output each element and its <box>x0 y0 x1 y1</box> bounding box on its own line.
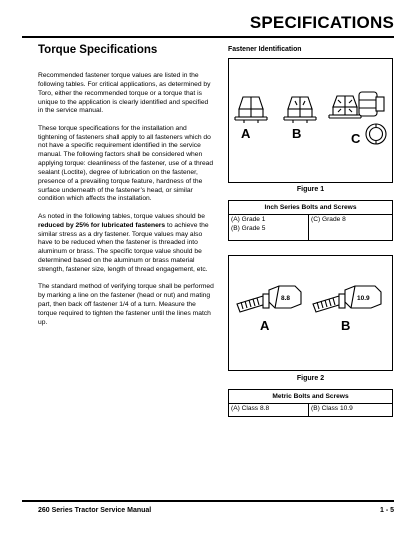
fastener-identification-heading: Fastener Identification <box>228 46 302 53</box>
class-8-8-cell: (A) Class 8.8 <box>231 405 270 412</box>
class-10-9-cell: (B) Class 10.9 <box>311 405 353 412</box>
right-column <box>228 44 394 53</box>
paragraph-3-bold: reduced by 25% for lubricated fasteners <box>38 221 166 229</box>
inch-series-col-1 <box>229 215 309 241</box>
metric-series-col-1 <box>229 404 309 417</box>
bolt-b-drawing <box>284 97 316 123</box>
class-8-8-marking: 8.8 <box>281 295 291 302</box>
metric-bolt-b-drawing <box>313 286 381 312</box>
paragraph-3-start: As noted in the following tables, torque values should be <box>38 212 205 220</box>
footer-rule <box>22 500 394 502</box>
paragraph-1: Recommended fastener torque values are listed in the following tables. For critical applications, as determined by Toro, either the recommended torque or a torque that is unique to the application is clearly identified and specified in the service manual. <box>38 72 211 115</box>
inch-series-table-row <box>229 215 392 241</box>
metric-series-col-2 <box>309 404 392 417</box>
metric-series-table <box>228 389 393 417</box>
section-title: Torque Specifications <box>38 44 158 56</box>
figure-2-illustration <box>229 256 392 370</box>
inch-series-table-title: Inch Series Bolts and Screws <box>229 201 392 215</box>
figure-2-label-b: B <box>341 318 351 333</box>
page-header-title: SPECIFICATIONS <box>249 13 394 32</box>
inch-series-col-2 <box>309 215 392 241</box>
figure-1-label-b: B <box>292 126 302 141</box>
class-10-9-marking: 10.9 <box>357 295 370 302</box>
grade-1-cell: (A) Grade 1 <box>231 216 266 223</box>
metric-bolt-a-drawing <box>237 286 301 312</box>
paragraph-4: The standard method of verifying torque shall be performed by marking a line on the fastener (head or nut) and mating part, then back off fastener 1/4 of a turn. Measure the torque required to tighten the fastener until the lines match up. <box>38 283 214 326</box>
figure-2-label-a: A <box>260 318 270 333</box>
figure-1-label-c: C <box>351 131 361 146</box>
paragraph-3-end: to achieve the similar stress as a dry fastener. Torque values may also have to be reduced when the fastener is threaded into aluminum or brass. The specific torque value should be determined based on the aluminum or brass material strength, fastener size, length of thread engagement, etc. <box>38 221 209 273</box>
paragraph-2: These torque specifications for the installation and tightening of fasteners shall apply to all fasteners which do not have a specific requirement identified in the service manual. The following factors shall be considered when applying torque: cleanliness of the fastener, use of a thread sealant (Loctite), degree of lubrication on the fastener, presence of a prevailing torque feature, hardness of the surface underneath of the fastener’s head, or similar condition which affects the installation. <box>38 124 214 203</box>
header-rule <box>22 36 394 38</box>
metric-series-table-title: Metric Bolts and Screws <box>229 390 392 404</box>
figure-1-box <box>228 58 393 183</box>
footer-manual-title: 260 Series Tractor Service Manual <box>38 507 152 514</box>
inch-series-table <box>228 200 393 241</box>
grade-8-cell: (C) Grade 8 <box>311 216 346 223</box>
bolt-a-drawing <box>235 97 267 123</box>
figure-2-caption: Figure 2 <box>296 375 325 382</box>
grade-5-cell: (B) Grade 5 <box>231 224 266 232</box>
metric-series-table-row <box>229 404 392 417</box>
paragraph-3 <box>38 213 215 275</box>
figure-1-illustration <box>229 59 392 182</box>
footer-page-number: 1 - 5 <box>379 507 394 514</box>
figure-2-box <box>228 255 393 371</box>
figure-1-label-a: A <box>241 126 251 141</box>
figure-1-caption: Figure 1 <box>296 186 325 193</box>
left-column <box>38 44 215 336</box>
